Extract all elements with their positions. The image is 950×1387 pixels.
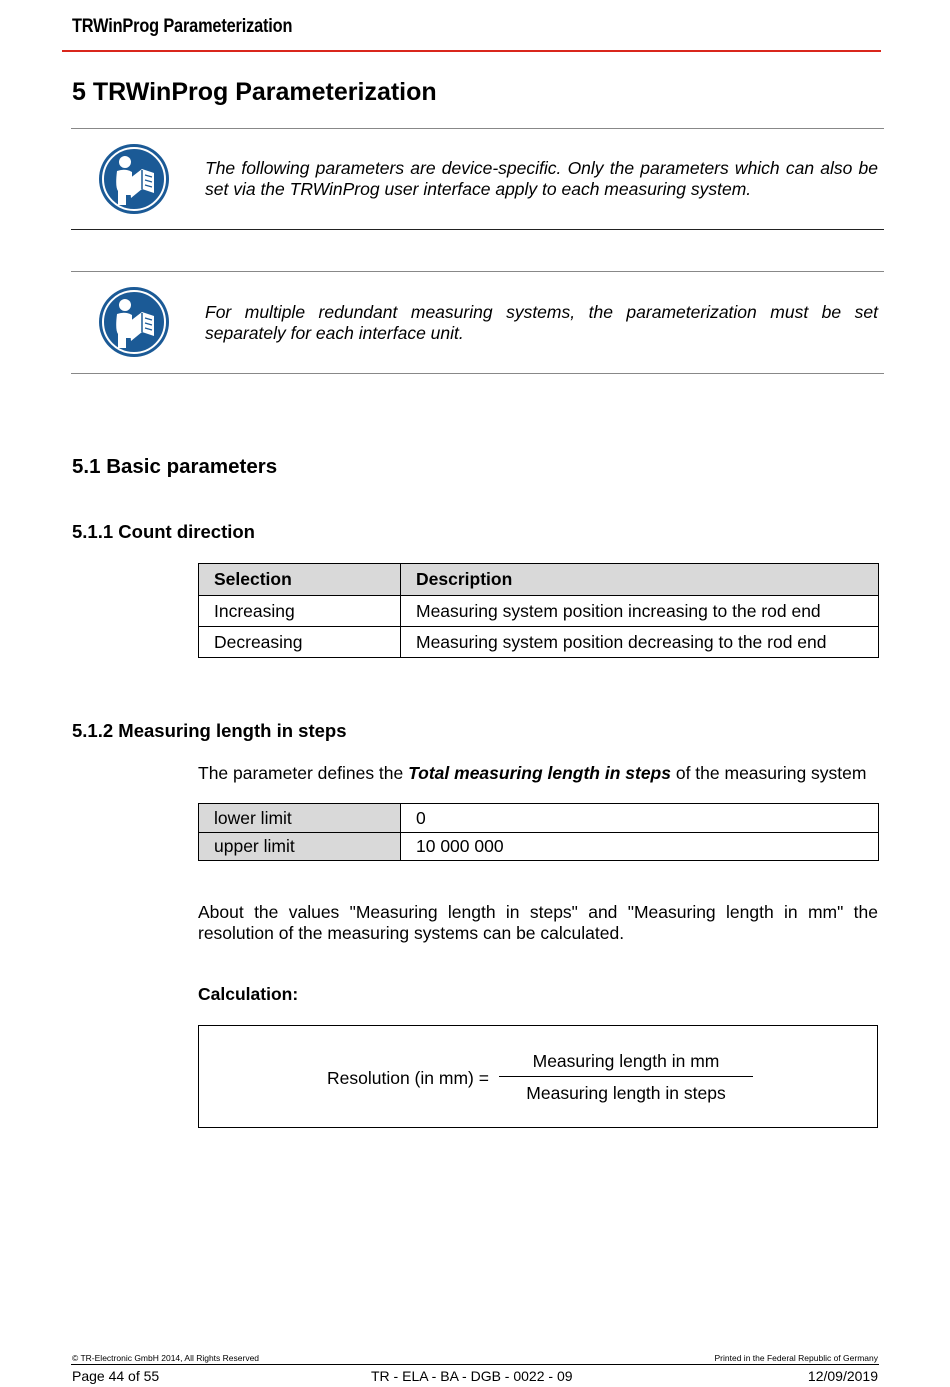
table-cell: Decreasing xyxy=(199,627,401,658)
fraction-bar xyxy=(499,1076,753,1077)
table-cell: 10 000 000 xyxy=(401,833,879,861)
table-header-cell: Description xyxy=(401,564,879,596)
note-2-text: For multiple redundant measuring systems, the parameterization must be set separately for each interface unit. xyxy=(205,302,878,343)
footer-printed: Printed in the Federal Republic of Germany xyxy=(714,1353,878,1363)
table-row xyxy=(199,804,879,833)
table-cell: Measuring system position decreasing to the rod end xyxy=(401,627,879,658)
table-cell: Increasing xyxy=(199,596,401,627)
chapter-heading: 5 TRWinProg Parameterization xyxy=(72,78,437,106)
formula-denominator: Measuring length in steps xyxy=(526,1083,726,1103)
formula-numerator: Measuring length in mm xyxy=(532,1051,720,1071)
calculation-label: Calculation: xyxy=(198,984,299,1004)
note-1-top-rule xyxy=(71,128,884,129)
measuring-length-intro xyxy=(198,763,878,784)
intro-suffix: of the measuring system xyxy=(670,763,867,783)
limits-table xyxy=(198,803,879,861)
footer-date: 12/09/2019 xyxy=(807,1368,878,1384)
read-manual-icon xyxy=(98,286,170,358)
note-2-top-rule xyxy=(71,271,884,272)
table-row xyxy=(199,627,879,658)
read-manual-icon xyxy=(98,143,170,215)
footer-rule xyxy=(71,1364,879,1365)
table-cell: lower limit xyxy=(199,804,401,833)
header-rule xyxy=(62,50,881,52)
note-2-bottom-rule xyxy=(71,373,884,374)
table-header-cell: Selection xyxy=(199,564,401,596)
section-heading-measuring-length: 5.1.2 Measuring length in steps xyxy=(72,720,347,741)
formula-box xyxy=(198,1025,878,1128)
footer-copyright: © TR-Electronic GmbH 2014, All Rights Reserved xyxy=(72,1353,260,1363)
section-heading-basic-parameters: 5.1 Basic parameters xyxy=(72,455,278,478)
intro-prefix: The parameter defines the xyxy=(198,763,409,783)
table-header-row xyxy=(199,564,879,596)
note-1-bottom-rule xyxy=(71,229,884,230)
table-row xyxy=(199,833,879,861)
table-cell: Measuring system position increasing to the rod end xyxy=(401,596,879,627)
formula-lhs: Resolution (in mm) = xyxy=(327,1068,489,1088)
table-cell: 0 xyxy=(401,804,879,833)
section-heading-count-direction: 5.1.1 Count direction xyxy=(72,521,255,542)
resolution-explanation: About the values "Measuring length in steps" and "Measuring length in mm" the resolution of the measuring systems can be calculated. xyxy=(198,902,878,943)
footer-document-id: TR - ELA - BA - DGB - 0022 - 09 xyxy=(371,1368,573,1384)
table-cell: upper limit xyxy=(199,833,401,861)
count-direction-table xyxy=(198,563,879,658)
note-1-text: The following parameters are device-specific. Only the parameters which can also be set via the TRWinProg user interface apply to each measuring system. xyxy=(205,158,878,199)
table-row xyxy=(199,596,879,627)
intro-emphasis: Total measuring length in steps xyxy=(408,763,671,783)
running-header-title: TRWinProg Parameterization xyxy=(72,16,293,37)
footer-page-number: Page 44 of 55 xyxy=(72,1368,160,1384)
